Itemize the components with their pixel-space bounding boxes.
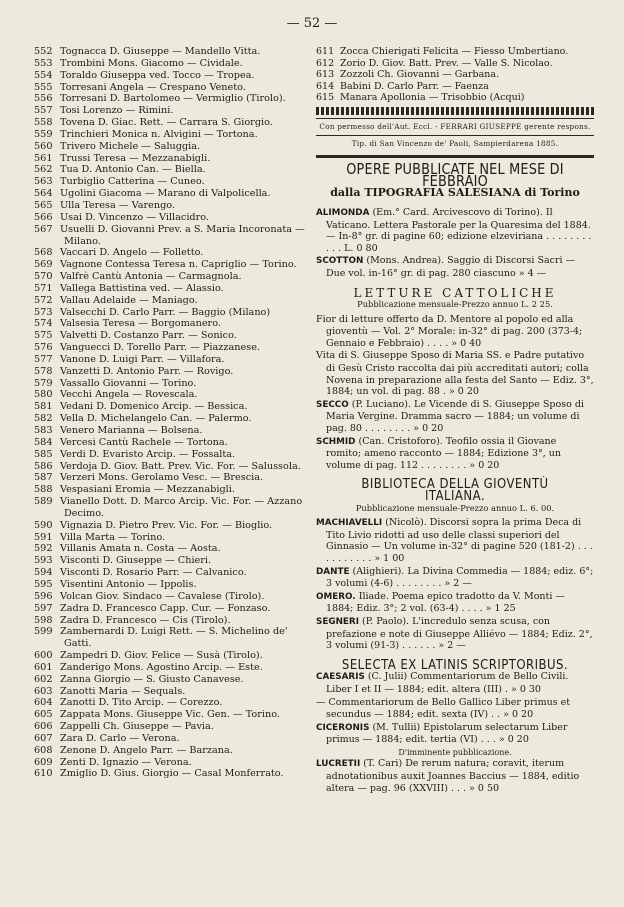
entry-text: Vassallo Giovanni — Torino. xyxy=(60,377,197,389)
subscriber-entry xyxy=(316,46,594,58)
entry-number: 602 xyxy=(34,673,53,685)
entry-number: 579 xyxy=(34,377,53,389)
entry-number: 587 xyxy=(34,472,53,484)
subscriber-entry xyxy=(34,200,306,212)
entry-text: Verzeri Mons. Gerolamo Vesc. — Brescia. xyxy=(60,472,264,484)
entry-text: Tua D. Antonio Can. — Biella. xyxy=(60,164,206,176)
ornamental-border xyxy=(316,107,594,115)
entry-text: Venero Marianna — Bolsena. xyxy=(60,425,203,436)
entry-number: 564 xyxy=(34,188,53,200)
book-text: (C. Julii) Commentariorum de Bello Civili. Liber I et II — 1884; edit. altera (III) . » 0 30 xyxy=(326,671,569,695)
entry-text: Vianello Dott. D. Marco Arcip. Vic. For. — Azzano Decimo. xyxy=(60,496,303,519)
subscriber-entry xyxy=(34,401,306,413)
subscriber-entry xyxy=(34,449,306,461)
book-entry xyxy=(316,517,594,564)
subscriber-entry xyxy=(34,259,306,271)
entry-number: 596 xyxy=(34,590,53,602)
entry-text: Vallega Battistina ved. — Alassio. xyxy=(60,282,224,294)
entry-number: 611 xyxy=(316,46,335,57)
book-text: (P. Paolo). L'incredulo senza scusa, con prefazione e note di Giuseppe Alliévo — 1884; Ediz. 2°, 3 volumi (91-3) . . . . . . » 2 — xyxy=(326,615,593,652)
entry-number: 600 xyxy=(34,650,53,662)
permission-note: Con permesso dell'Aut. Eccl. - FERRARI GIUSEPPE gerente respons. xyxy=(319,121,591,131)
subscriber-entry xyxy=(34,697,306,709)
entry-number: 592 xyxy=(34,543,53,555)
book-author: SEGNERI xyxy=(316,616,359,627)
entry-number: 568 xyxy=(34,247,53,259)
entry-number: 580 xyxy=(34,389,53,401)
entry-number: 552 xyxy=(34,46,53,57)
subscriber-list-right xyxy=(316,46,594,104)
divider xyxy=(316,118,594,119)
book-entry xyxy=(316,255,594,279)
entry-number: 556 xyxy=(34,93,53,105)
entry-text: Tosi Lorenzo — Rimini. xyxy=(60,105,174,117)
entry-number: 614 xyxy=(316,80,335,92)
subscriber-entry xyxy=(34,153,306,165)
entry-text: Verdi D. Evaristo Arcip. — Fossalta. xyxy=(60,448,236,460)
divider-thick xyxy=(316,155,594,158)
entry-number: 576 xyxy=(34,342,53,354)
printer-note: Tip. di San Vincenzo de' Paoli, Sampierdarena 1885. xyxy=(351,138,559,148)
book-entry xyxy=(316,207,594,254)
entry-number: 561 xyxy=(34,152,53,164)
entry-text: Zanotti Maria — Sequals. xyxy=(60,685,186,697)
entry-number: 591 xyxy=(34,531,53,543)
entry-number: 609 xyxy=(34,756,53,768)
entry-text: Visconti D. Rosario Parr. — Calvanico. xyxy=(60,567,247,579)
subscriber-entry xyxy=(34,129,306,141)
book-text: — Commentariorum de Bello Gallico Liber primus et secundus — 1884; edit. sexta (IV) . . » 0 20 xyxy=(316,696,571,721)
entry-number: 613 xyxy=(316,69,335,81)
main-subheading: dalla TIPOGRAFIA SALESIANA di Torino xyxy=(330,186,580,200)
entry-text: Visconti D. Giuseppe — Chieri. xyxy=(60,555,212,567)
subscriber-entry xyxy=(34,366,306,378)
book-entry xyxy=(316,314,594,350)
entry-number: 575 xyxy=(34,330,53,342)
subscriber-entry xyxy=(34,603,306,615)
book-entry xyxy=(316,399,594,435)
entry-number: 572 xyxy=(34,294,53,306)
entry-number: 566 xyxy=(34,211,53,223)
subscriber-entry xyxy=(34,318,306,330)
subscriber-entry xyxy=(34,164,306,176)
subscriber-entry xyxy=(316,92,594,104)
entry-text: Vedani D. Domenico Arcip. — Bessica. xyxy=(60,401,248,413)
subscriber-entry xyxy=(34,709,306,721)
entry-number: 567 xyxy=(34,223,53,235)
entry-text: Usuelli D. Giovanni Prev. a S. Maria Incoronata — Milano. xyxy=(60,223,305,247)
entry-number: 615 xyxy=(316,92,335,104)
entry-number: 589 xyxy=(34,496,53,508)
entry-number: 599 xyxy=(34,626,53,638)
subscriber-entry xyxy=(316,58,594,70)
book-entry xyxy=(316,436,594,472)
entry-number: 583 xyxy=(34,425,53,436)
entry-text: Valfrè Cantù Antonia — Carmagnola. xyxy=(60,271,242,283)
entry-number: 597 xyxy=(34,602,53,614)
entry-text: Zadra D. Francesco Capp. Cur. — Fonzaso. xyxy=(60,602,271,614)
divider xyxy=(316,135,594,136)
entry-number: 562 xyxy=(34,164,53,176)
subscriber-entry xyxy=(34,389,306,401)
entry-text: Zappelli Ch. Giuseppe — Pavia. xyxy=(60,721,214,733)
entry-number: 558 xyxy=(34,117,53,129)
entry-number: 584 xyxy=(34,436,53,448)
entry-number: 612 xyxy=(316,57,335,69)
entry-number: 606 xyxy=(34,721,53,733)
entry-text: Torresani D. Bartolomeo — Vermiglio (Tirolo). xyxy=(60,93,286,105)
book-author: DANTE xyxy=(316,566,350,577)
subscriber-entry xyxy=(34,650,306,662)
entry-number: 559 xyxy=(34,128,53,140)
subscriber-entry xyxy=(34,686,306,698)
book-author: ALIMONDA xyxy=(316,207,370,218)
entry-text: Valsesia Teresa — Borgomanero. xyxy=(60,318,221,330)
subscriber-list-left xyxy=(34,46,306,780)
book-author: CICERONIS xyxy=(316,722,370,733)
entry-number: 571 xyxy=(34,282,53,294)
book-text: (Em.° Card. Arcivescovo di Torino). Il Vaticano. Lettera Pastorale per la Quaresima del 1884. — In-8° gr. di pagine 60; edizione elzeviriana . . . . . . . . . . . L. 0 80 xyxy=(326,206,592,254)
entry-number: 578 xyxy=(34,365,53,377)
book-entry xyxy=(316,566,594,590)
entry-number: 573 xyxy=(34,306,53,318)
entry-text: Babini D. Carlo Parr. — Faenza xyxy=(340,80,489,92)
entry-text: Vecchi Angela — Rovescala. xyxy=(60,389,198,401)
book-entry xyxy=(316,671,594,695)
subscriber-entry xyxy=(34,674,306,686)
subscriber-entry xyxy=(34,567,306,579)
subscriber-entry xyxy=(34,472,306,484)
entry-number: 604 xyxy=(34,697,53,709)
biblioteca-note: Pubblicazione mensuale-Prezzo annuo L. 6. 00. xyxy=(355,502,555,513)
entry-text: Ugolini Giacoma — Marano di Valpolicella. xyxy=(60,188,271,200)
subscriber-entry xyxy=(34,555,306,567)
subscriber-entry xyxy=(34,413,306,425)
entry-number: 554 xyxy=(34,69,53,81)
entry-text: Valsecchi D. Carlo Parr. — Baggio (Milano) xyxy=(60,306,271,318)
subscriber-entry xyxy=(34,543,306,555)
subscriber-entry xyxy=(34,484,306,496)
entry-text: Verdoja D. Giov. Batt. Prev. Vic. For. — Salussola. xyxy=(60,460,301,472)
selecta-book-list xyxy=(316,671,594,746)
subscriber-entry xyxy=(34,496,306,520)
subscriber-entry xyxy=(34,283,306,295)
entry-text: Manara Apollonia — Trisobbio (Acqui) xyxy=(340,92,525,104)
book-text: (T. Cari) De rerum natura; coravit, iterum adnotationibus auxit Joannes Baccius — 1884, editio altera — pag. 96 (XXVIII) . . . » 0 50 xyxy=(326,758,580,794)
subscriber-entry xyxy=(34,188,306,200)
subscriber-entry xyxy=(34,93,306,105)
entry-number: 598 xyxy=(34,614,53,626)
subscriber-entry xyxy=(316,69,594,81)
subscriber-entry xyxy=(34,733,306,745)
entry-number: 595 xyxy=(34,578,53,590)
subscriber-entry xyxy=(34,141,306,153)
subscriber-entry xyxy=(34,295,306,307)
book-text: Vita di S. Giuseppe Sposo di Maria SS. e Padre putativo di Gesù Cristo raccolta dai più accreditati autori; colla Novena in preparazione alla festa del Santo — Ediz. 3°, 1884; un vol. di pag. 88 . » 0 20 xyxy=(316,350,594,398)
entry-text: Zmiglio D. Gius. Giorgio — Casal Monferrato. xyxy=(60,768,284,780)
subscriber-entry xyxy=(34,224,306,248)
subscriber-entry xyxy=(34,461,306,473)
subscriber-entry xyxy=(34,354,306,366)
imminent-note: D'imminente pubblicazione. xyxy=(398,747,512,757)
subscriber-entry xyxy=(34,579,306,591)
entry-number: 594 xyxy=(34,567,53,579)
entry-text: Trombini Mons. Giacomo — Cividale. xyxy=(60,57,243,69)
entry-number: 607 xyxy=(34,732,53,744)
entry-text: Vella D. Michelangelo Can. — Palermo. xyxy=(60,413,252,425)
entry-text: Zenti D. Ignazio — Verona. xyxy=(60,756,192,768)
subscriber-entry xyxy=(34,46,306,58)
book-text: (Alighieri). La Divina Commedia — 1884; ediz. 6°; 3 volumi (4-6) . . . . . . . . » 2 — xyxy=(326,565,594,590)
subscriber-entry xyxy=(34,745,306,757)
entry-text: Trivero Michele — Saluggia. xyxy=(60,140,201,152)
entry-text: Zara D. Carlo — Verona. xyxy=(60,732,180,744)
book-text: (M. Tullii) Epistolarum selectarum Liber primus — 1884; edit. tertia (VI) . . . » 0 20 xyxy=(326,721,568,746)
book-author: CAESARIS xyxy=(316,672,365,683)
entry-text: Trussi Teresa — Mezzanabigli. xyxy=(60,152,211,164)
entry-number: 586 xyxy=(34,460,53,472)
book-entry xyxy=(316,616,594,652)
subscriber-entry xyxy=(34,117,306,129)
book-author: MACHIAVELLI xyxy=(316,518,383,529)
letture-note: Pubblicazione mensuale-Prezzo annuo L. 2 25. xyxy=(357,299,553,310)
entry-text: Vespasiani Eromia — Mezzanabigli. xyxy=(60,484,235,496)
subscriber-entry xyxy=(34,425,306,437)
entry-text: Vignazia D. Pietro Prev. Vic. For. — Bioglio. xyxy=(60,519,273,531)
entry-text: Zozzoli Ch. Giovanni — Garbana. xyxy=(340,69,500,81)
entry-text: Usai D. Vincenzo — Villacidro. xyxy=(60,211,210,223)
books-intro-list xyxy=(316,207,594,280)
subscriber-entry xyxy=(34,615,306,627)
entry-text: Toraldo Giuseppa ved. Tocco — Tropea. xyxy=(60,69,255,81)
subscriber-entry xyxy=(34,271,306,283)
subscriber-entry xyxy=(34,532,306,544)
entry-text: Torresani Angela — Crespano Veneto. xyxy=(60,81,246,93)
entry-text: Tognacca D. Giuseppe — Mandello Vitta. xyxy=(60,46,261,57)
subscriber-entry xyxy=(34,307,306,319)
subscriber-entry xyxy=(34,82,306,94)
subscriber-entry xyxy=(34,342,306,354)
book-author: SECCO xyxy=(316,399,349,410)
entry-number: 605 xyxy=(34,709,53,721)
entry-text: Turbiglio Catterina — Cuneo. xyxy=(60,176,205,188)
book-entry xyxy=(316,697,594,721)
entry-text: Ulla Teresa — Varengo. xyxy=(60,199,176,211)
subscriber-entry xyxy=(34,757,306,769)
subscriber-entry xyxy=(316,81,594,93)
subscriber-entry xyxy=(34,176,306,188)
entry-text: Visentini Antonio — Ippolis. xyxy=(60,578,197,590)
entry-number: 555 xyxy=(34,81,53,93)
subscriber-entry xyxy=(34,58,306,70)
subscriber-entry xyxy=(34,591,306,603)
subscriber-entry xyxy=(34,662,306,674)
book-entry xyxy=(316,591,594,615)
subscriber-entry xyxy=(34,378,306,390)
entry-number: 557 xyxy=(34,105,53,117)
book-author: OMERO. xyxy=(316,591,356,602)
entry-text: Villanis Amata n. Costa — Aosta. xyxy=(60,543,221,555)
entry-text: Vanone D. Luigi Parr. — Villafora. xyxy=(60,353,225,365)
entry-text: Trinchieri Monica n. Alvigini — Tortona. xyxy=(60,128,258,140)
entry-number: 603 xyxy=(34,685,53,697)
book-text: (P. Luciano). Le Vicende di S. Giuseppe Sposo di Maria Vergine. Dramma sacro — 1884; un volume di pag. 80 . . . . . . . . » 0 20 xyxy=(326,398,584,435)
entry-number: 570 xyxy=(34,271,53,283)
entry-number: 581 xyxy=(34,401,53,413)
entry-text: Zanna Giorgio — S. Giusto Canavese. xyxy=(60,673,244,685)
letture-book-list xyxy=(316,314,594,472)
subscriber-entry xyxy=(34,212,306,224)
entry-text: Vallau Adelaide — Maniago. xyxy=(60,294,198,306)
entry-number: 588 xyxy=(34,484,53,496)
entry-number: 574 xyxy=(34,318,53,330)
book-author: LUCRETII xyxy=(316,759,361,770)
entry-number: 590 xyxy=(34,519,53,531)
book-text: Iliade. Poema epico tradotto da V. Monti — 1884; Ediz. 3°; 2 vol. (63-4) . . . . » 1 25 xyxy=(326,590,565,615)
subscriber-entry xyxy=(34,721,306,733)
entry-text: Vercesi Cantù Rachele — Tortona. xyxy=(60,436,228,448)
entry-text: Villa Marta — Torino. xyxy=(60,531,166,543)
subscriber-entry xyxy=(34,70,306,82)
right-column xyxy=(316,46,594,795)
entry-number: 593 xyxy=(34,555,53,567)
entry-number: 577 xyxy=(34,353,53,365)
main-heading: OPERE PUBBLICATE NEL MESE DI FEBBRAIO xyxy=(346,160,564,190)
book-text: (Can. Cristoforo). Teofilo ossia il Giovane romito; ameno racconto — 1884; Edizione 3°, un volume di pag. 112 . . . . . . . . » 0 20 xyxy=(326,435,562,471)
page-number: — 52 — xyxy=(286,16,338,31)
book-author: SCHMID xyxy=(316,436,356,447)
entry-text: Zanotti D. Tito Arcip. — Corezzo. xyxy=(60,697,223,709)
book-text: Fior di letture offerto da D. Mentore al popolo ed alla gioventù — Vol. 2° Morale: in-32° di pag. 200 (373-4; Gennaio e Febbraio) . . . . » 0 40 xyxy=(316,313,583,349)
subscriber-entry xyxy=(34,626,306,650)
entry-text: Zadra D. Francesco — Cis (Tirolo). xyxy=(60,614,231,626)
entry-number: 563 xyxy=(34,176,53,188)
subscriber-entry xyxy=(34,330,306,342)
selecta-heading: SELECTA EX LATINIS SCRIPTORIBUS. xyxy=(341,657,569,673)
entry-text: Zampedri D. Giov. Felice — Susà (Tirolo). xyxy=(60,650,263,662)
entry-text: Vagnone Contessa Teresa n. Capriglio — Torino. xyxy=(60,259,297,271)
entry-number: 610 xyxy=(34,768,53,780)
subscriber-entry xyxy=(34,520,306,532)
letture-heading: LETTURE CATTOLICHE xyxy=(353,285,557,300)
subscriber-entry xyxy=(34,247,306,259)
book-entry xyxy=(316,722,594,746)
subscriber-entry xyxy=(34,437,306,449)
entry-text: Zappata Mons. Giuseppe Vic. Gen. — Torino. xyxy=(60,709,280,721)
entry-number: 560 xyxy=(34,140,53,152)
entry-number: 553 xyxy=(34,57,53,69)
biblioteca-heading: BIBLIOTECA DELLA GIOVENTÙ ITALIANA. xyxy=(361,477,549,504)
entry-text: Volcan Giov. Sindaco — Cavalese (Tirolo). xyxy=(60,590,265,602)
entry-text: Vaccari D. Angelo — Folletto. xyxy=(60,247,204,259)
entry-text: Vanguecci D. Torello Parr. — Piazzanese. xyxy=(60,342,261,354)
entry-text: Zenone D. Angelo Parr. — Barzana. xyxy=(60,744,233,756)
book-text: (Mons. Andrea). Saggio di Discorsi Sacri — Due vol. in-16° gr. di pag. 280 ciascuno » 4 — xyxy=(326,255,576,279)
entry-number: 608 xyxy=(34,744,53,756)
entry-number: 569 xyxy=(34,259,53,271)
entry-text: Vanzetti D. Antonio Parr. — Rovigo. xyxy=(60,365,234,377)
entry-text: Zorio D. Giov. Batt. Prev. — Valle S. Nicolao. xyxy=(340,57,553,69)
book-entry xyxy=(316,758,594,794)
entry-text: Tovena D. Giac. Rett. — Carrara S. Giorgio. xyxy=(60,117,273,129)
entry-text: Zambernardi D. Luigi Rett. — S. Michelino de' Gatti. xyxy=(60,626,288,650)
entry-text: Zocca Chierigati Felicita — Fiesso Umbertiano. xyxy=(340,46,569,57)
entry-number: 601 xyxy=(34,661,53,673)
entry-number: 585 xyxy=(34,448,53,460)
subscriber-entry xyxy=(34,105,306,117)
book-author: SCOTTON xyxy=(316,256,364,267)
entry-text: Valvetti D. Costanzo Parr. — Sonico. xyxy=(60,330,237,342)
biblioteca-book-list xyxy=(316,517,594,652)
subscriber-entry xyxy=(34,768,306,780)
book-entry xyxy=(316,350,594,397)
entry-number: 582 xyxy=(34,413,53,425)
entry-text: Zanderigo Mons. Agostino Arcip. — Este. xyxy=(60,661,263,673)
book-text: (Nicolò). Discorsi sopra la prima Deca di Tito Livio ridotti ad uso delle classi superiori del Ginnasio — Un volume in-32° di pagine 520 (181-2) . . . . . . . . . . . » 1 00 xyxy=(326,517,593,564)
entry-number: 565 xyxy=(34,199,53,211)
